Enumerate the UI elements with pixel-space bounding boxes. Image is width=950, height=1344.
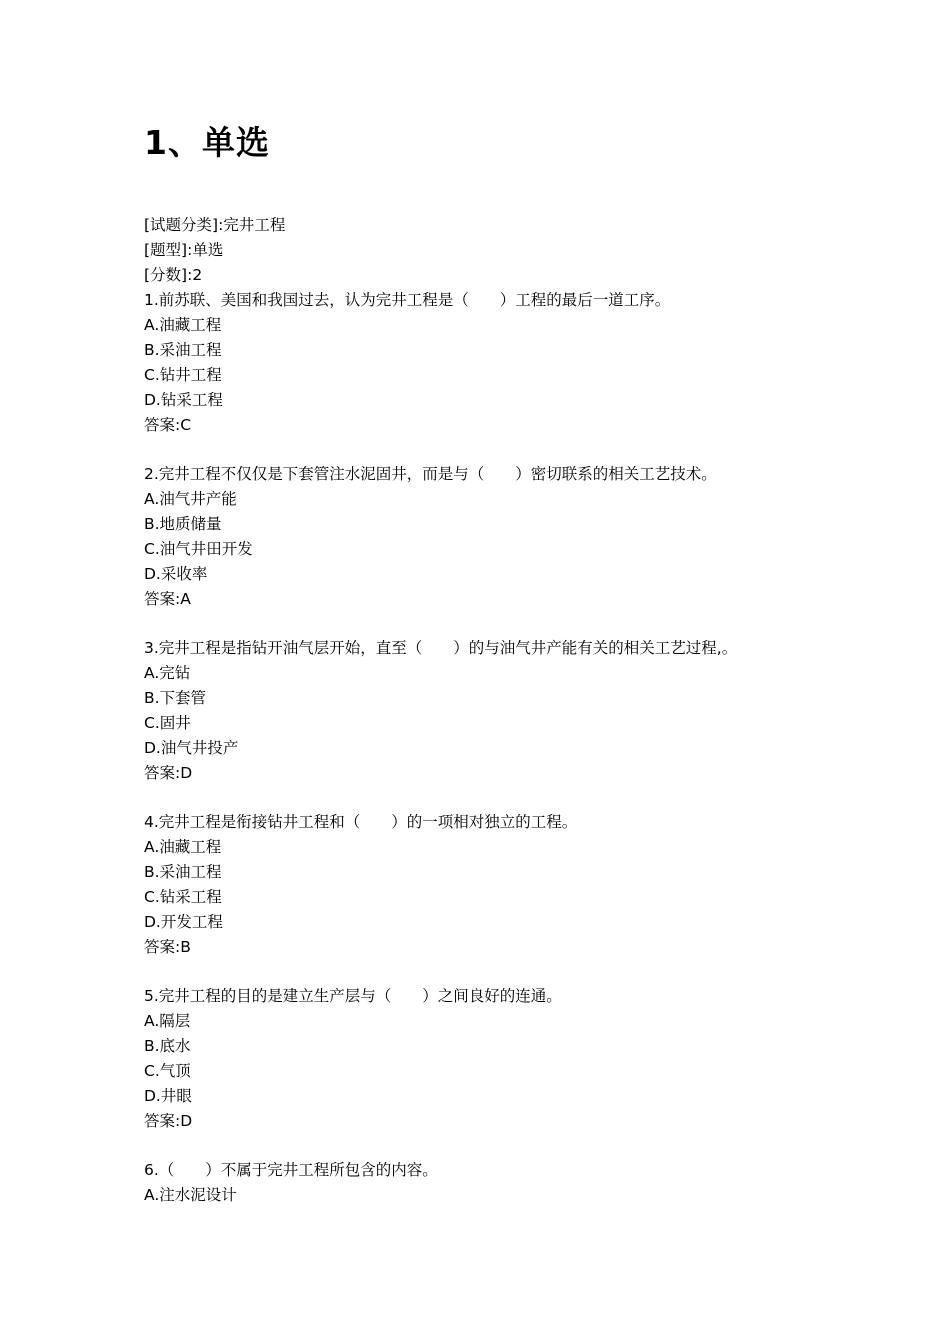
question-block	[144, 636, 864, 786]
option-a: A.隔层	[144, 1012, 191, 1030]
option-d: D.开发工程	[144, 913, 223, 931]
option-a: A.油气井产能	[144, 490, 237, 508]
option-d: D.井眼	[144, 1087, 192, 1105]
spacer	[144, 786, 864, 810]
option-a: A.油藏工程	[144, 838, 222, 856]
option-c: C.油气井田开发	[144, 540, 253, 558]
meta-score: [分数]:2	[144, 266, 203, 284]
answer: 答案:D	[144, 1112, 193, 1130]
option-c: C.气顶	[144, 1062, 191, 1080]
option-c: C.固井	[144, 714, 191, 732]
option-a: A.完钻	[144, 664, 191, 682]
spacer	[144, 1134, 864, 1158]
option-a: A.油藏工程	[144, 316, 222, 334]
option-c: C.钻采工程	[144, 888, 222, 906]
option-d: D.油气井投产	[144, 739, 239, 757]
option-b: B.下套管	[144, 689, 207, 707]
question-block	[144, 288, 864, 438]
question-block	[144, 462, 864, 612]
answer: 答案:B	[144, 938, 191, 956]
option-b: B.底水	[144, 1037, 191, 1055]
answer: 答案:C	[144, 416, 192, 434]
option-c: C.钻井工程	[144, 366, 222, 384]
question-content	[144, 213, 864, 1208]
spacer	[144, 438, 864, 462]
question-stem: 2.完井工程不仅仅是下套管注水泥固井，而是与（ ）密切联系的相关工艺技术。	[144, 465, 717, 483]
question-block	[144, 1158, 864, 1208]
question-block	[144, 810, 864, 960]
option-a: A.注水泥设计	[144, 1186, 237, 1204]
meta-category: [试题分类]:完井工程	[144, 216, 286, 234]
option-d: D.钻采工程	[144, 391, 223, 409]
answer: 答案:A	[144, 590, 191, 608]
question-block	[144, 984, 864, 1134]
meta-type: [题型]:单选	[144, 241, 224, 259]
option-b: B.采油工程	[144, 341, 222, 359]
question-stem: 5.完井工程的目的是建立生产层与（ ）之间良好的连通。	[144, 987, 562, 1005]
question-stem: 6.（ ）不属于完井工程所包含的内容。	[144, 1161, 438, 1179]
question-stem: 4.完井工程是衔接钻井工程和（ ）的一项相对独立的工程。	[144, 813, 578, 831]
spacer	[144, 960, 864, 984]
option-b: B.地质储量	[144, 515, 222, 533]
section-heading: 1、单选	[144, 123, 270, 162]
spacer	[144, 612, 864, 636]
answer: 答案:D	[144, 764, 193, 782]
question-stem: 1.前苏联、美国和我国过去，认为完井工程是（ ）工程的最后一道工序。	[144, 291, 671, 309]
option-d: D.采收率	[144, 565, 208, 583]
option-b: B.采油工程	[144, 863, 222, 881]
question-stem: 3.完井工程是指钻开油气层开始，直至（ ）的与油气井产能有关的相关工艺过程,。	[144, 639, 738, 657]
